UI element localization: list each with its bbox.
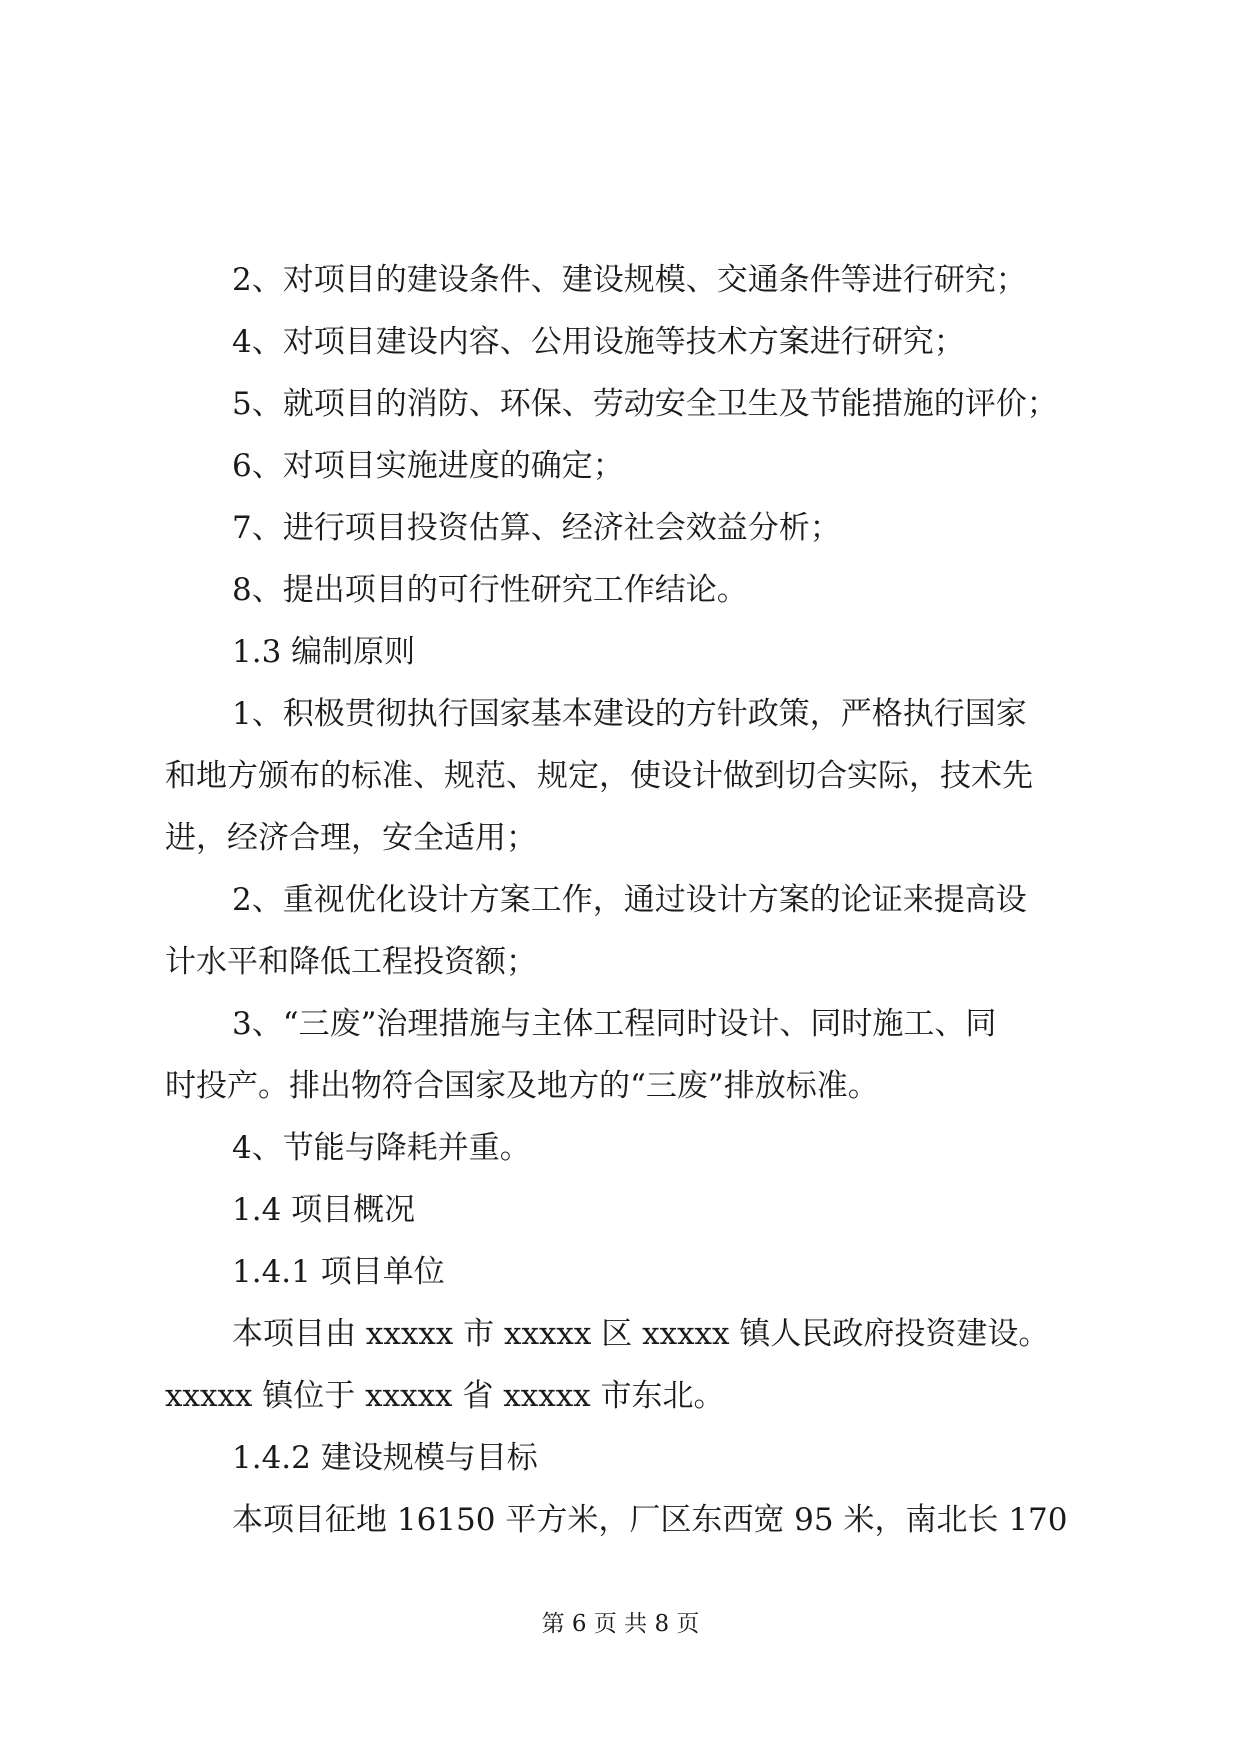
section-heading: 1.4 项目概况 — [232, 1192, 416, 1228]
text-line: 5、就项目的消防、环保、劳动安全卫生及节能措施的评价； — [232, 386, 1058, 422]
section-heading: 1.3 编制原则 — [232, 634, 416, 670]
text-line: 和地方颁布的标准、规范、规定，使设计做到切合实际，技术先 — [165, 758, 1033, 794]
subsection-heading: 1.4.2 建设规模与目标 — [232, 1440, 538, 1476]
text-line: 2、对项目的建设条件、建设规模、交通条件等进行研究； — [232, 262, 1027, 298]
subsection-heading: 1.4.1 项目单位 — [232, 1254, 445, 1290]
text-line: 4、节能与降耗并重。 — [232, 1130, 531, 1166]
text-line: 进，经济合理，安全适用； — [165, 820, 537, 856]
text-line: 6、对项目实施进度的确定； — [232, 448, 624, 484]
page-number-footer: 第 6 页 共 8 页 — [541, 1611, 700, 1637]
text-line: 本项目由 xxxxx 市 xxxxx 区 xxxxx 镇人民政府投资建设。 — [232, 1316, 1050, 1352]
text-line: 3、“三废”治理措施与主体工程同时设计、同时施工、同 — [232, 1006, 997, 1042]
text-line: 4、对项目建设内容、公用设施等技术方案进行研究； — [232, 324, 965, 360]
text-line: xxxxx 镇位于 xxxxx 省 xxxxx 市东北。 — [165, 1378, 725, 1414]
text-line: 7、进行项目投资估算、经济社会效益分析； — [232, 510, 841, 546]
text-line: 本项目征地 16150 平方米，厂区东西宽 95 米，南北长 170 — [232, 1502, 1068, 1538]
text-line: 2、重视优化设计方案工作，通过设计方案的论证来提高设 — [232, 882, 1027, 918]
text-line: 8、提出项目的可行性研究工作结论。 — [232, 572, 748, 608]
text-line: 计水平和降低工程投资额； — [165, 944, 537, 980]
text-line: 1、积极贯彻执行国家基本建设的方针政策，严格执行国家 — [232, 696, 1027, 732]
text-line: 时投产。排出物符合国家及地方的“三废”排放标准。 — [165, 1068, 879, 1104]
